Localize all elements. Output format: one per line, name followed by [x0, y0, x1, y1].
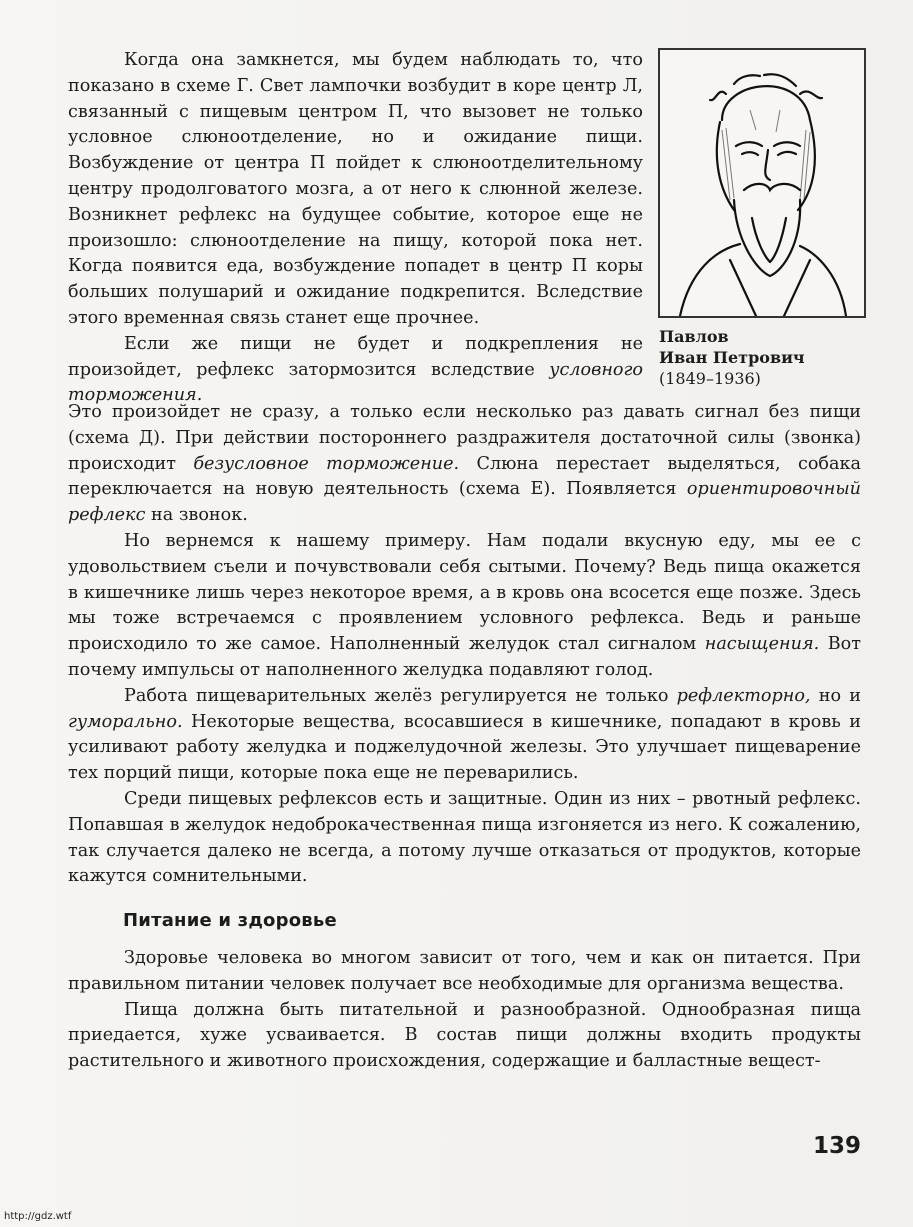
paragraph-1: Когда она замкнется, мы будем наблюдать то, что показано в схеме Г. Свет лампочки возбудит в коре центр Л, связанный с пищевым центром П, что вызовет не только условное слюноотделение, но и ожидание пищи. Возбуждение от центра П пойдет к слюноотделительному центру продолговатого мозга, а от него к слюнной железе. Возникнет рефлекс на будущее событие, которое еще не произошло: слюноотделение на пищу, которой пока нет. Когда появится еда, возбуждение попадет в центр П коры больших полушарий и ожидание подкрепится. Вследствие этого временная связь станет еще прочнее.: [68, 50, 643, 328]
text-run: но и: [810, 685, 861, 706]
term-italic: ориентировочный рефлекс: [68, 479, 861, 526]
paragraph-7: Пища должна быть питательной и разнообразной. Однообразная пища приедается, хуже усваивается. В состав пищи должны входить продукты растительного и животного происхождения, содержащие и балластные вещест-: [68, 999, 861, 1072]
text-run: Вот почему импульсы от наполненного желудка подавляют голод.: [68, 634, 861, 680]
caption-name: Иван Петрович: [659, 348, 805, 367]
text-run: Но вернемся к нашему примеру. Нам подали вкусную еду, мы ее с удовольствием съели и почувствовали себя сытыми. Почему? Ведь пища окажется в кишечнике лишь через некоторое время, а в кровь она всосется еще позже. Здесь мы тоже встречаемся с проявлением условного рефлекса. Ведь и раньше происходило то же самое. Наполненный желудок стал сигналом: [68, 530, 861, 655]
text-run: Работа пищеварительных желёз регулируется не только: [124, 685, 677, 706]
paragraph-4: [68, 684, 861, 787]
term-italic: рефлекторно,: [676, 685, 811, 706]
paragraph-2-cont: [68, 400, 861, 529]
text-body-2: [68, 946, 861, 1075]
text-body: [68, 400, 861, 890]
text-run: Слюна перестает выделяться, собака переключается на новую деятельность (схема Е). Появляется: [68, 453, 861, 500]
caption-years: (1849–1936): [659, 369, 761, 388]
text-run: Это произойдет не сразу, а только если несколько раз давать сигнал без пищи (схема Д). При действии постороннего раздражителя достаточной силы (звонка) происходит: [68, 402, 861, 474]
paragraph-3: [68, 529, 861, 684]
paragraph-5: Среди пищевых рефлексов есть и защитные. Один из них – рвотный рефлекс. Попавшая в желудок недоброкачественная пища изгоняется из него. К сожалению, так случается далеко не всегда, а потому лучше отказаться от продуктов, которые кажутся сомнительными.: [68, 788, 861, 887]
term-italic: гуморально.: [68, 711, 183, 732]
term-italic: безусловное торможение.: [193, 453, 460, 474]
page-number: 139: [813, 1133, 862, 1159]
text-run: Если же пищи не будет и подкрепления не произойдет, рефлекс затормозится вследствие: [68, 333, 643, 380]
term-italic: условного торможения.: [68, 359, 643, 406]
term-italic: насыщения.: [704, 634, 820, 655]
portrait-drawing: [660, 50, 864, 316]
paragraph-6: Здоровье человека во многом зависит от того, чем и как он питается. При правильном питании человек получает все необходимые для организма вещества.: [68, 948, 861, 994]
text-run: на звонок.: [145, 505, 248, 526]
portrait-caption: [659, 326, 859, 389]
caption-surname: Павлов: [659, 327, 729, 346]
text-column: [68, 48, 643, 409]
portrait-pavlov: [658, 48, 866, 318]
text-run: Некоторые вещества, всосавшиеся в кишечнике, попадают в кровь и усиливают работу желудка и поджелудочной железы. Это улучшает пищеварение тех порций пищи, которые пока еще не переварились.: [68, 711, 861, 784]
section-heading: Питание и здоровье: [123, 910, 337, 931]
watermark-link[interactable]: http://gdz.wtf: [4, 1211, 72, 1222]
paragraph-2: [68, 332, 643, 409]
